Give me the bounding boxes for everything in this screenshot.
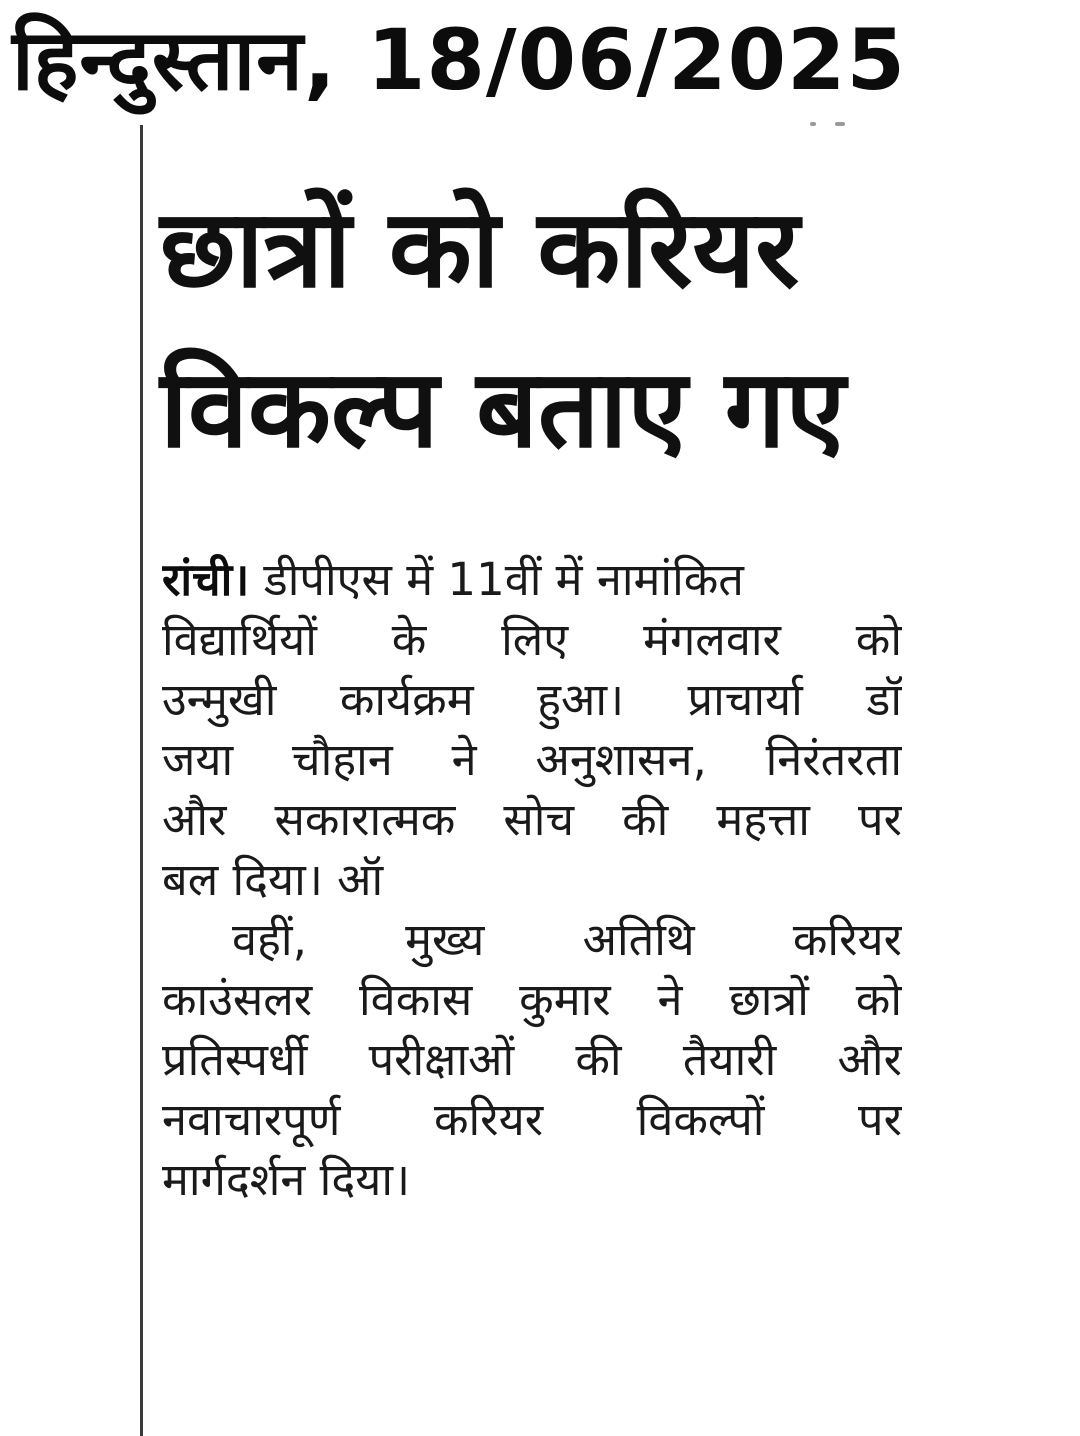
body-line: और सकारात्मक सोच की महत्ता पर xyxy=(162,793,902,846)
body-text: डीपीएस में 11वीं में नामांकित xyxy=(249,553,744,606)
body-line: मार्गदर्शन दिया। xyxy=(162,1153,411,1206)
body-line: काउंसलर विकास कुमार ने छात्रों को xyxy=(162,973,902,1026)
print-speck xyxy=(810,122,816,126)
headline-line: विकल्प बताए गए xyxy=(160,347,846,472)
body-line xyxy=(162,550,902,610)
article-headline xyxy=(160,170,1040,490)
dateline: रांची। xyxy=(162,553,250,606)
body-line: नवाचारपूर्ण करियर विकल्पों पर xyxy=(162,1093,902,1146)
column-divider xyxy=(140,125,143,1436)
body-line: विद्यार्थियों के लिए मंगलवार को xyxy=(162,613,902,666)
headline-line: छात्रों को करियर xyxy=(160,187,800,312)
body-line: प्रतिस्पर्धी परीक्षाओं की तैयारी और xyxy=(162,1033,902,1086)
body-line: जया चौहान ने अनुशासन, निरंतरता xyxy=(162,733,902,786)
body-line: वहीं, मुख्य अतिथि करियर xyxy=(232,913,902,966)
body-line: उन्मुखी कार्यक्रम हुआ। प्राचार्या डॉ xyxy=(162,673,902,726)
newspaper-masthead: हिन्दुस्तान, 18/06/2025 xyxy=(12,11,906,109)
print-speck xyxy=(835,122,845,126)
body-line: बल दिया। ऑ xyxy=(162,853,384,906)
article-body xyxy=(162,550,902,1210)
